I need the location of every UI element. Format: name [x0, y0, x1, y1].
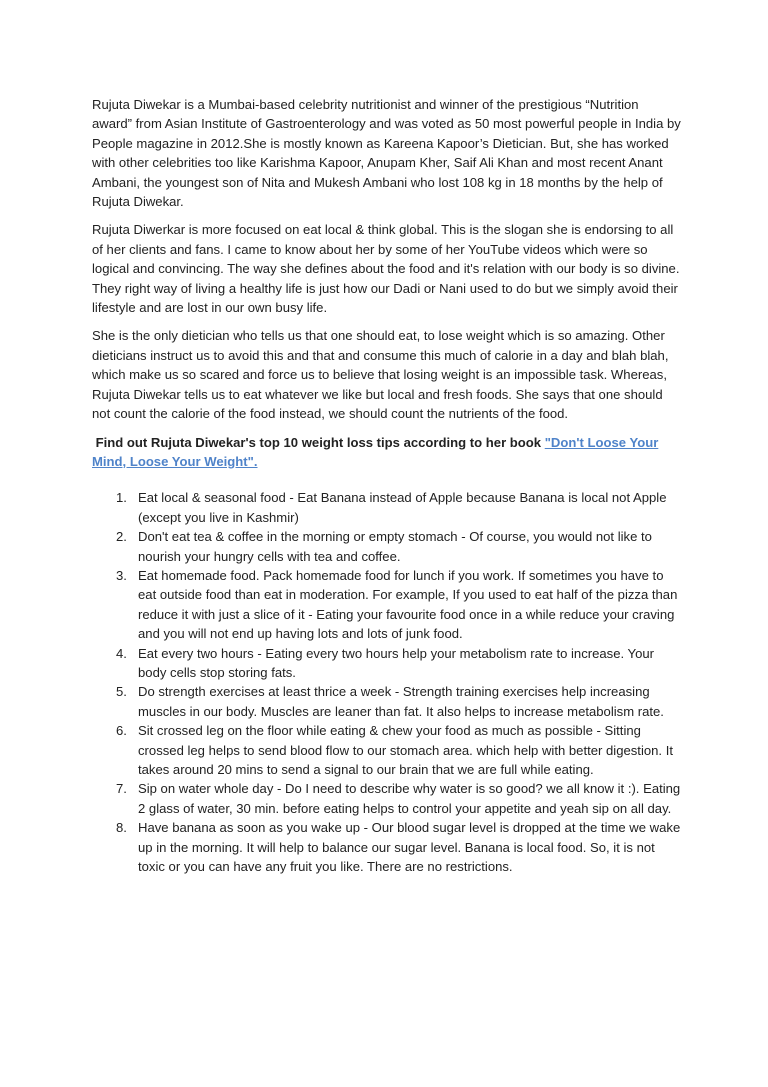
list-item [116, 779, 682, 818]
list-item-text: Eat every two hours - Eating every two hours help your metabolism rate to increase. Your body cells stop storing fats. [138, 645, 655, 680]
list-item-number: 6. [116, 723, 127, 739]
list-item [116, 488, 682, 527]
list-item-number: 1. [116, 490, 127, 506]
list-item [116, 566, 682, 644]
list-item [116, 721, 682, 779]
list-item-text: Do strength exercises at least thrice a week - Strength training exercises help increasing muscles in our body. Muscles are leaner than fat. It also helps to increase metabolism rate. [138, 684, 664, 719]
tips-heading [92, 433, 682, 472]
list-item-number: 4. [116, 645, 127, 661]
document-page [92, 95, 682, 876]
weight-loss-tips-list [92, 488, 682, 876]
intro-paragraph: Rujuta Diwekar is a Mumbai-based celebrity nutritionist and winner of the prestigious “Nutrition award” from Asian Institute of Gastroenterology and was voted as 50 most powerful people in India by People magazine in 2012.She is mostly known as Kareena Kapoor’s Dietician. But, she has worked with other celebrities too like Karishma Kapoor, Anupam Kher, Saif Ali Khan and most recent Anant Ambani, the youngest son of Nita and Mukesh Ambani who lost 108 kg in 18 months by the help of Rujuta Diwekar. [92, 97, 681, 210]
philosophy-paragraph: Rujuta Diwerkar is more focused on eat local & think global. This is the slogan she is endorsing to all of her clients and fans. I came to know about her by some of her YouTube videos which were so logical and convincing. The way she defines about the food and it's relation with our body is so divine. They right way of living a healthy life is just how our Dadi or Nani used to do but we simply avoid their lifestyle and are lost in our own busy life. [92, 222, 680, 316]
list-item-number: 3. [116, 567, 127, 583]
list-item-text: Have banana as soon as you wake up - Our blood sugar level is dropped at the time we wake up in the morning. It will help to balance our sugar level. Banana is local food. So, it is not toxic or you can have any fruit you like. There are no restrictions. [138, 820, 681, 875]
list-item-text: Eat homemade food. Pack homemade food for lunch if you work. If sometimes you have to eat outside food than eat in moderation. For example, If you used to eat half of the pizza than reduce it with just a slice of it - Eating your favourite food once in a while reduce your craving and you will not end up having lots and lots of junk food. [138, 567, 678, 642]
book-title-link[interactable]: "Don't Loose Your Mind, Loose Your Weight". [92, 434, 659, 469]
list-item-number: 2. [116, 529, 127, 545]
list-item-text: Sip on water whole day - Do I need to describe why water is so good? we all know it :). Eating 2 glass of water, 30 min. before eating helps to control your appetite and yeah sip on all day. [138, 781, 681, 816]
list-item-text: Sit crossed leg on the floor while eating & chew your food as much as possible - Sitting crossed leg helps to send blood flow to our stomach area. which help with better digestion. It takes around 20 mins to send a signal to our brain that we are full while eating. [138, 723, 673, 777]
list-item-number: 8. [116, 820, 127, 836]
list-item-number: 7. [116, 781, 127, 797]
list-item-number: 5. [116, 684, 127, 700]
list-item [116, 682, 682, 721]
list-item [116, 527, 682, 566]
approach-paragraph: She is the only dietician who tells us that one should eat, to lose weight which is so amazing. Other dieticians instruct us to avoid this and that and consume this much of calorie in a day and blah blah, which make us so scared and force us to believe that losing weight is an impossible task. Whereas, Rujuta Diwekar tells us to eat whatever we like but local and fresh foods. She says that one should not count the calorie of the food instead, we should count the nutrients of the food. [92, 328, 669, 422]
list-item [116, 644, 682, 683]
tips-heading-text: Find out Rujuta Diwekar's top 10 weight loss tips according to her book [95, 434, 545, 450]
list-item-text: Don't eat tea & coffee in the morning or empty stomach - Of course, you would not like to nourish your hungry cells with tea and coffee. [138, 529, 652, 564]
list-item [116, 818, 682, 876]
list-item-text: Eat local & seasonal food - Eat Banana instead of Apple because Banana is local not Apple (except you live in Kashmir) [138, 490, 667, 525]
